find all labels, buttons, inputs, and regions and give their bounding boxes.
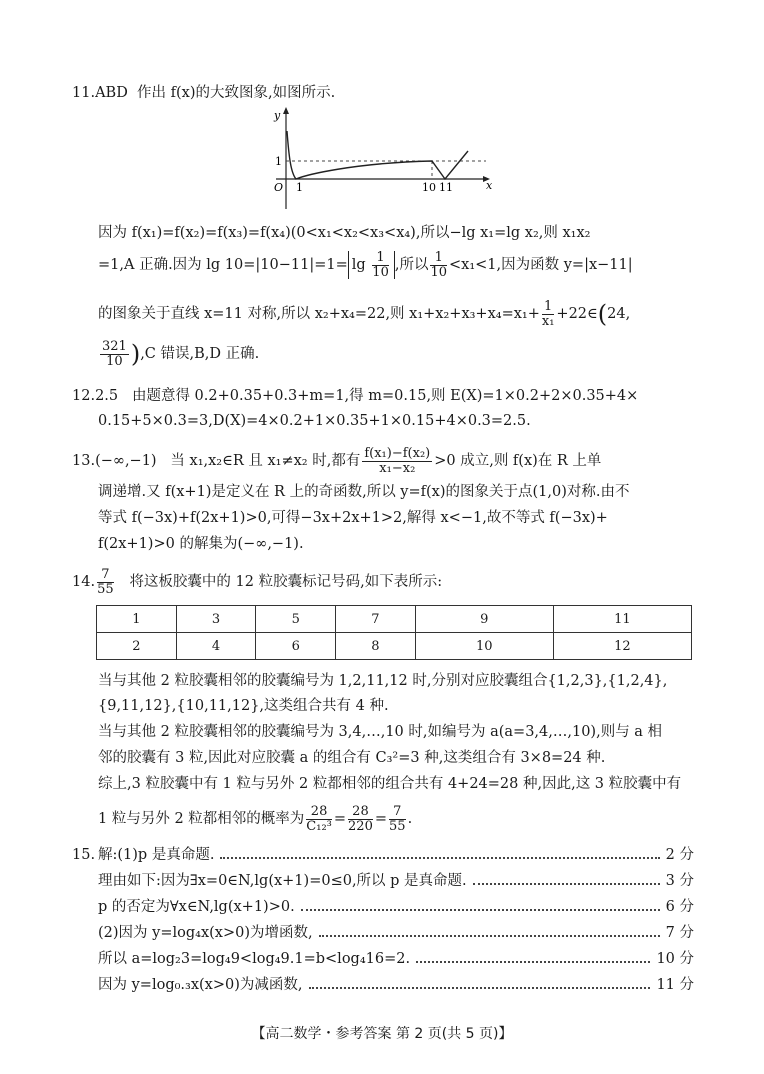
- q13-line3: 等式 f(−3x)+f(2x+1)>0,可得−3x+2x+1>2,解得 x<−1,故不等式 f(−3x)+: [98, 510, 608, 526]
- q11-header: [72, 83, 335, 103]
- score: 3 分: [665, 873, 694, 889]
- q14-para6: 1 粒与另外 2 粒都相邻的概率为 $\frac{28}{\text{C₁₂³}}$ = $\frac{28}{220}$ = $\frac{7}{55}$ .: [98, 804, 413, 834]
- q15-line: 所以 a=log₂3=log₄9<log₄9.1=b<log₄16=2. 10 分: [98, 951, 694, 967]
- q11-line1: 因为 f(x₁)=f(x₂)=f(x₃)=f(x₄)(0<x₁<x₂<x₃<x₄),所以−lg x₁=lg x₂,则 x₁x₂: [98, 225, 591, 241]
- q13-line1: 13.(−∞,−1) 当 x₁,x₂∈R 且 x₁≠x₂ 时,都有 $\frac{\text{f(x₁)−f(x₂)}}{\text{x₁−x₂}}$ >0 成立,则 f(x)在 R 上单: [72, 446, 602, 476]
- q12-answer: 2.5: [95, 388, 119, 404]
- q14-para2: {9,11,12},{10,11,12},这类组合共有 4 种.: [98, 698, 389, 714]
- q14-para4: 邻的胶囊有 3 粒,因此对应胶囊 a 的组合有 C₃²=3 种,这类组合有 3×8=24 种.: [98, 750, 606, 766]
- q11-graph: [262, 103, 502, 215]
- score: 6 分: [665, 899, 694, 915]
- q12-line2: 0.15+5×0.3=3,D(X)=4×0.2+1×0.35+1×0.15+4×0.3=2.5.: [98, 413, 531, 429]
- score: 11 分: [656, 977, 694, 993]
- q14-header: 14. $\frac{7}{55}$ 将这板胶囊中的 12 粒胶囊标记号码,如下表所示:: [72, 567, 443, 597]
- q11-line4: $\frac{321}{10}$ ),C 错误,B,D 正确.: [102, 339, 260, 369]
- q13-line2: 调递增.又 f(x+1)是定义在 R 上的奇函数,所以 y=f(x)的图象关于点(1,0)对称.由不: [98, 484, 630, 500]
- table-row: 1 3 5 7 9 11: [97, 606, 692, 633]
- q11-number: 11.: [72, 85, 96, 101]
- q11-intro: 作出 f(x)的大致图象,如图所示.: [137, 85, 336, 101]
- q13-line4: f(2x+1)>0 的解集为(−∞,−1).: [98, 536, 304, 552]
- graph-y-arrow: [283, 107, 289, 114]
- capsule-table: [96, 605, 692, 660]
- q15-line: 理由如下:因为∃x=0∈N,lg(x+1)=0≤0,所以 p 是真命题. 3 分: [98, 873, 694, 889]
- q11-line2: =1,A 正确.因为 lg 10=|10−11|=1= lg $\frac{1}{10}$ ,所以 $\frac{1}{10}$ <x₁<1,因为函数 y=|x−11|: [98, 250, 633, 280]
- q15-number: 15.: [72, 847, 96, 863]
- q11-line3: 的图象关于直线 x=11 对称,所以 x₂+x₄=22,则 x₁+x₂+x₃+x₄=x₁+ $\frac{1}{\text{x₁}}$ +22∈(24,: [98, 299, 631, 329]
- score: 2 分: [665, 847, 694, 863]
- table-row: 2 4 6 8 10 12: [97, 633, 692, 660]
- q12-line1: 12.2.5 由题意得 0.2+0.35+0.3+m=1,得 m=0.15,则 E(X)=1×0.2+2×0.35+4×: [72, 388, 639, 404]
- q15-line: 解:(1)p 是真命题. 2 分: [98, 847, 694, 863]
- graph-curve: [287, 131, 468, 179]
- graph-origin-label: O: [274, 181, 284, 194]
- q14-para5: 综上,3 粒胶囊中有 1 粒与另外 2 粒都相邻的组合共有 4+24=28 种,因此,这 3 粒胶囊中有: [98, 776, 682, 792]
- q11-abs: lg $\frac{1}{10}$: [348, 251, 395, 279]
- q15-line: p 的否定为∀x∈N,lg(x+1)>0. 6 分: [98, 899, 694, 915]
- q15-line: (2)因为 y=log₄x(x>0)为增函数, 7 分: [98, 925, 694, 941]
- q11-answer: ABD: [95, 85, 128, 101]
- graph-y-one: 1: [275, 155, 282, 168]
- q15-line: 因为 y=log₀.₃x(x>0)为减函数, 11 分: [98, 977, 694, 993]
- q14-para3: 当与其他 2 粒胶囊相邻的胶囊编号为 3,4,…,10 时,如编号为 a(a=3,4,…,10),则与 a 相: [98, 724, 663, 740]
- graph-x-eleven: 11: [439, 181, 453, 194]
- score: 7 分: [665, 925, 694, 941]
- q14-answer: $\frac{7}{55}$: [97, 567, 114, 597]
- graph-x-label: x: [486, 179, 493, 192]
- q13-answer: (−∞,−1): [95, 453, 157, 470]
- score: 10 分: [656, 951, 694, 967]
- graph-x-ten: 10: [422, 181, 436, 194]
- page-footer: 【高二数学・参考答案 第 2 页(共 5 页)】: [251, 1026, 513, 1042]
- graph-y-label: y: [274, 109, 281, 122]
- q14-para1: 当与其他 2 粒胶囊相邻的胶囊编号为 1,2,11,12 时,分别对应胶囊组合{1,2,3},{1,2,4},: [98, 673, 668, 689]
- graph-x-one: 1: [296, 181, 303, 194]
